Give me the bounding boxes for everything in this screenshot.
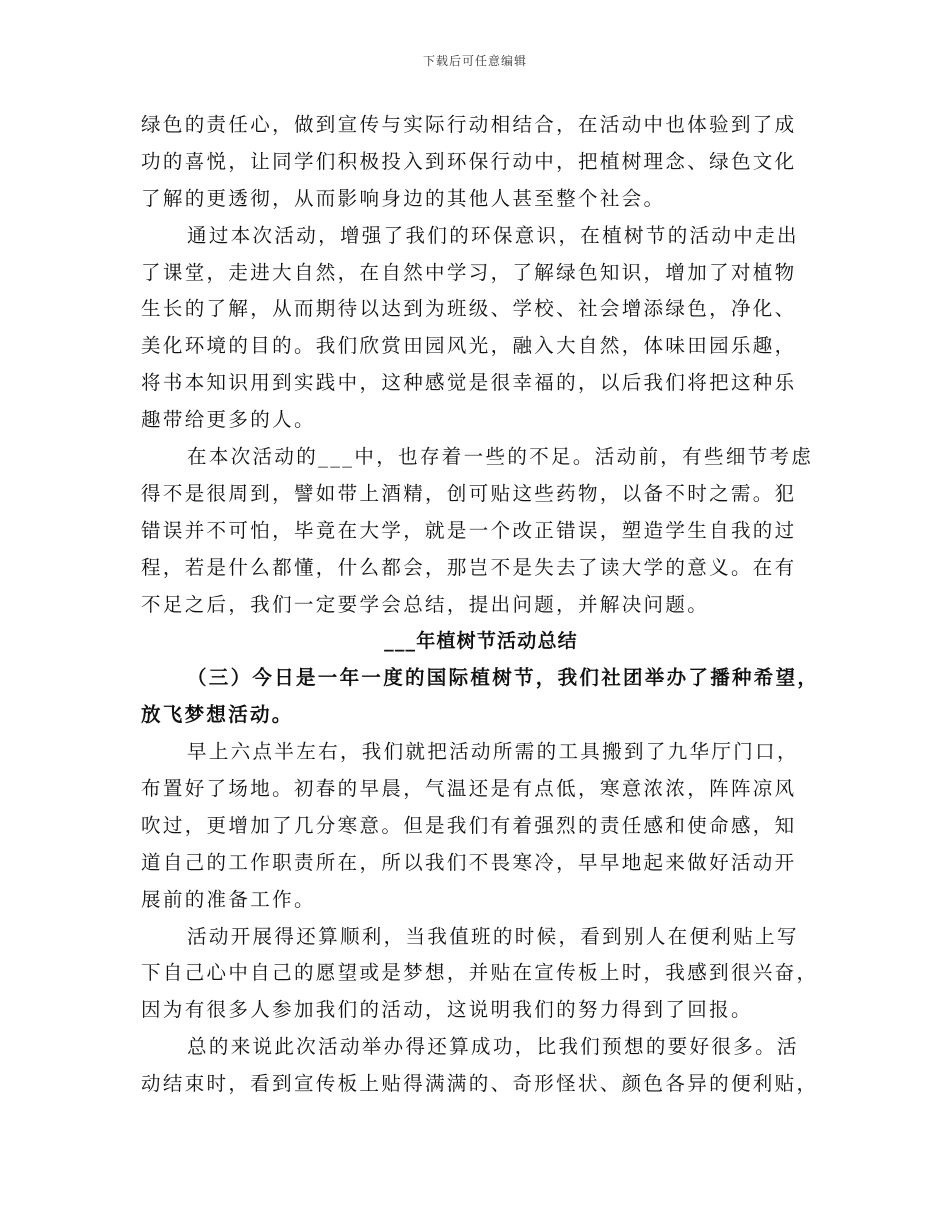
- paragraph-line: 了解的更透彻，从而影响身边的其他人甚至整个社会。: [141, 186, 666, 210]
- paragraph-line: 早上六点半左右，我们就把活动所需的工具搬到了九华厅门口，: [187, 740, 799, 764]
- paragraph-line: 吹过，更增加了几分寒意。但是我们有着强烈的责任感和使命感，知: [141, 813, 797, 837]
- paragraph-line: 动结束时，看到宣传板上贴得满满的、奇形怪状、颜色各异的便利贴，: [141, 1072, 819, 1096]
- paragraph-line: 活动开展得还算顺利，当我值班的时候，看到别人在便利贴上写: [187, 924, 799, 948]
- paragraph-line: 布置好了场地。初春的早晨，气温还是有点低，寒意浓浓，阵阵凉风: [141, 777, 797, 801]
- paragraph-line: 道自己的工作职责所在，所以我们不畏寒冷，早早地起来做好活动开: [141, 850, 797, 874]
- section-intro-line: （三）今日是一年一度的国际植树节，我们社团举办了播种希望，: [187, 666, 820, 690]
- paragraph-line: 美化环境的目的。我们欣赏田园风光，融入大自然，体味田园乐趣，: [141, 334, 797, 358]
- paragraph-line: 因为有很多人参加我们的活动，这说明我们的努力得到了回报。: [141, 998, 753, 1022]
- paragraph-line: 通过本次活动，增强了我们的环保意识，在植树节的活动中走出: [187, 223, 799, 247]
- document-body: [141, 107, 821, 1103]
- paragraph-line: 展前的准备工作。: [141, 887, 316, 911]
- paragraph-line: 生长的了解，从而期待以达到为班级、学校、社会增添绿色，净化、: [141, 297, 797, 321]
- paragraph-line: 下自己心中自己的愿望或是梦想，并贴在宣传板上时，我感到很兴奋，: [141, 961, 819, 985]
- page-header-note: 下载后可任意编辑: [422, 54, 527, 68]
- paragraph-line: 在本次活动的___中，也存着一些的不足。活动前，有些细节考虑: [187, 445, 814, 469]
- paragraph-line: 错误并不可怕，毕竟在大学，就是一个改正错误，塑造学生自我的过: [141, 518, 797, 542]
- paragraph-line: 将书本知识用到实践中，这种感觉是很幸福的，以后我们将把这种乐: [141, 371, 797, 395]
- paragraph-line: 不足之后，我们一定要学会总结，提出问题，并解决问题。: [141, 592, 710, 616]
- section-title: ___年植树节活动总结: [384, 630, 578, 653]
- paragraph-line: 趣带给更多的人。: [141, 408, 316, 432]
- paragraph-line: 总的来说此次活动举办得还算成功，比我们预想的要好很多。活: [187, 1035, 799, 1059]
- paragraph-line: 功的喜悦，让同学们积极投入到环保行动中，把植树理念、绿色文化: [141, 149, 797, 173]
- paragraph-line: 程，若是什么都懂，什么都会，那岂不是失去了读大学的意义。在有: [141, 555, 797, 579]
- section-intro-line: 放飞梦想活动。: [141, 703, 294, 727]
- paragraph-line: 绿色的责任心，做到宣传与实际行动相结合，在活动中也体验到了成: [141, 113, 797, 136]
- paragraph-line: 了课堂，走进大自然，在自然中学习，了解绿色知识，增加了对植物: [141, 260, 797, 284]
- paragraph-line: 得不是很周到，譬如带上酒精，创可贴这些药物，以备不时之需。犯: [141, 481, 797, 505]
